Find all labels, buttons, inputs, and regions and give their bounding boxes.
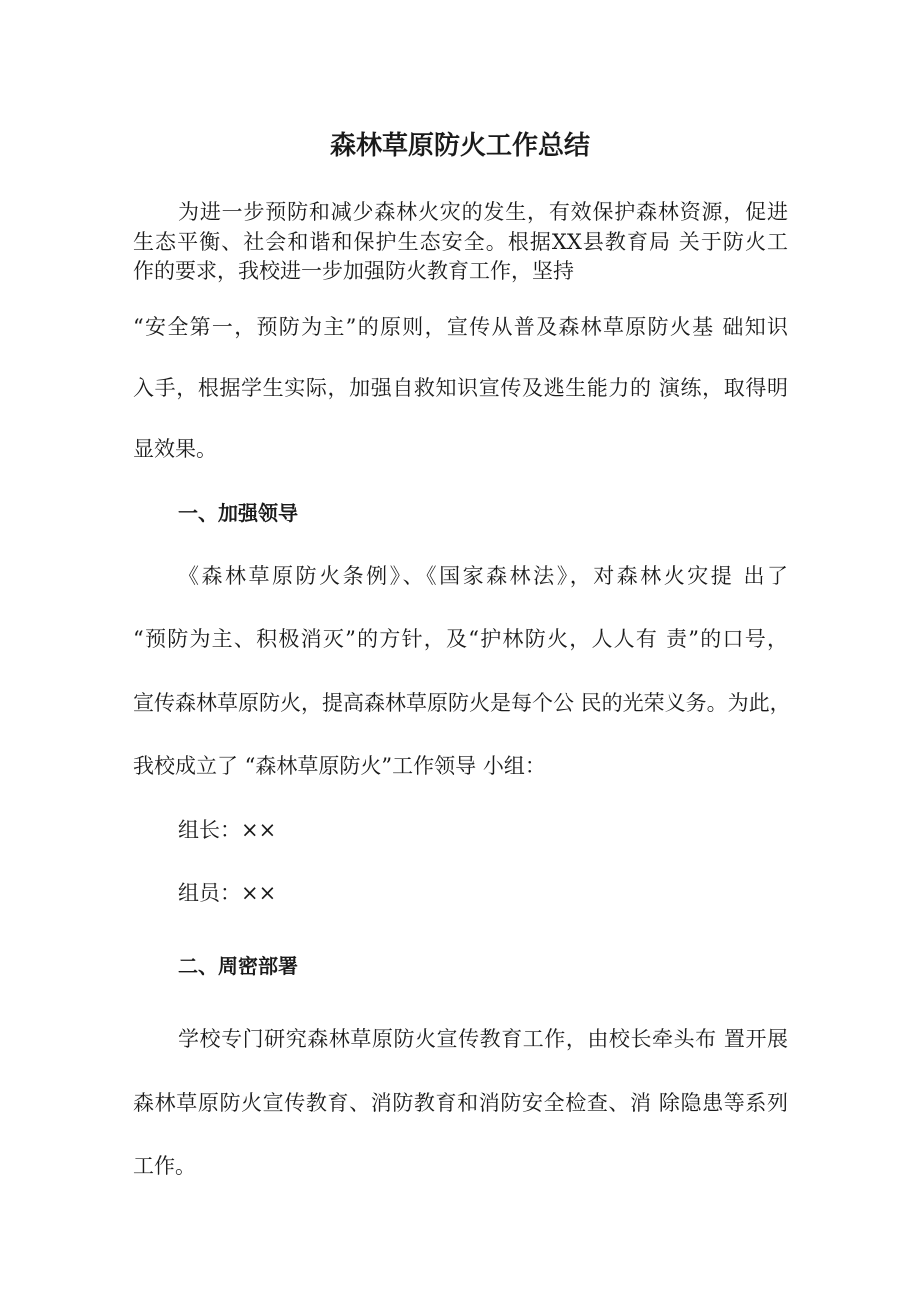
section-2-line-3: 工作。 <box>133 1154 196 1178</box>
intro-line-3: 作的要求，我校进一步加强防火教育工作，坚持 <box>133 259 574 283</box>
intro-line-2: 生态平衡、社会和谐和保护生态安全。根据XX县教育局 关于防火工 <box>133 230 788 254</box>
intro-line-5: 入手，根据学生实际，加强自救知识宣传及逃生能力的 演练，取得明 <box>133 376 788 400</box>
section-2-line-1: 学校专门研究森林草原防火宣传教育工作，由校长牵头布 置开展 <box>178 1027 788 1051</box>
section-1-line-4: 我校成立了 “森林草原防火”工作领导 小组： <box>133 754 546 778</box>
section-2-heading: 二、周密部署 <box>178 954 298 978</box>
section-1-line-2: “预防为主、积极消灭”的方针，及“护林防火，人人有 责”的口号， <box>133 627 788 651</box>
section-1-line-1: 《森林草原防火条例》、《国家森林法》，对森林火灾提 出了 <box>178 564 788 588</box>
intro-line-4: “安全第一，预防为主”的原则，宣传从普及森林草原防火基 础知识 <box>133 315 788 339</box>
intro-line-1: 为进一步预防和减少森林火灾的发生，有效保护森林资源，促进 <box>178 200 788 224</box>
group-leader: 组长：×× <box>178 818 277 842</box>
group-member: 组员：×× <box>178 881 277 905</box>
section-2-line-2: 森林草原防火宣传教育、消防教育和消防安全检查、消 除隐患等系列 <box>133 1091 788 1115</box>
section-1-heading: 一、加强领导 <box>178 501 298 525</box>
document-title: 森林草原防火工作总结 <box>329 131 590 161</box>
intro-line-6: 显效果。 <box>133 437 217 461</box>
section-1-line-3: 宣传森林草原防火，提高森林草原防火是每个公 民的光荣义务。为此， <box>133 691 791 715</box>
